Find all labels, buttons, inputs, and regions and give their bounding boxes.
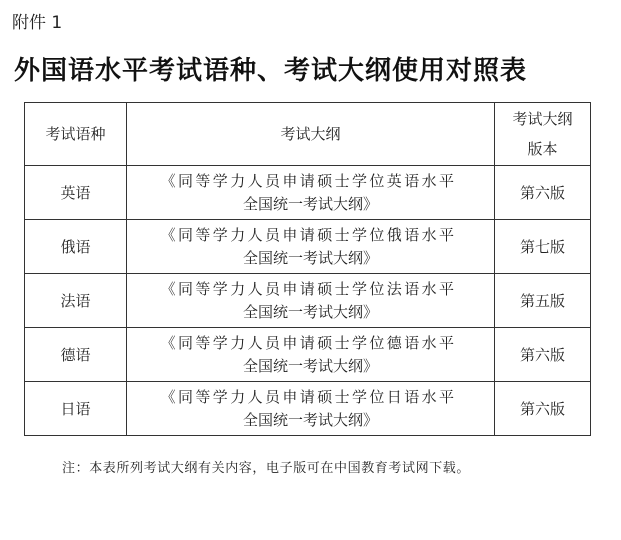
header-language: 考试语种 [25,103,127,166]
outline-cell [127,166,495,220]
language-cell: 俄语 [25,220,127,274]
language-outline-table [24,102,591,436]
outline-title-line2: 全国统一考试大纲》 [242,194,378,213]
table-row [25,166,591,220]
outline-title-line2: 全国统一考试大纲》 [242,356,378,375]
header-outline: 考试大纲 [127,103,495,166]
table-row [25,328,591,382]
outline-cell [127,328,495,382]
outline-title-line1: 《同等学力人员申请硕士学位俄语水平 [160,225,457,244]
version-cell: 第五版 [495,274,591,328]
header-version [495,103,591,166]
language-cell: 法语 [25,274,127,328]
version-cell: 第六版 [495,166,591,220]
outline-title-line1: 《同等学力人员申请硕士学位法语水平 [160,279,457,298]
footnote: 注：本表所列考试大纲有关内容，电子版可在中国教育考试网下载。 [62,461,471,476]
table-row [25,382,591,436]
language-cell: 日语 [25,382,127,436]
outline-title-line1: 《同等学力人员申请硕士学位英语水平 [160,171,457,190]
version-cell: 第六版 [495,328,591,382]
version-cell: 第七版 [495,220,591,274]
outline-cell [127,274,495,328]
outline-title-line2: 全国统一考试大纲》 [242,248,378,267]
outline-cell [127,382,495,436]
table-row [25,274,591,328]
outline-title-line1: 《同等学力人员申请硕士学位日语水平 [160,387,457,406]
attachment-label: 附件 1 [12,13,63,33]
version-cell: 第六版 [495,382,591,436]
language-cell: 英语 [25,166,127,220]
page-title: 外国语水平考试语种、考试大纲使用对照表 [14,56,528,86]
outline-title-line1: 《同等学力人员申请硕士学位德语水平 [160,333,457,352]
header-version-line1: 考试大纲 [512,110,573,128]
outline-cell [127,220,495,274]
outline-title-line2: 全国统一考试大纲》 [242,410,378,429]
outline-title-line2: 全国统一考试大纲》 [242,302,378,321]
table-row [25,220,591,274]
language-cell: 德语 [25,328,127,382]
header-version-line2: 版本 [527,140,558,158]
table-header-row [25,103,591,166]
